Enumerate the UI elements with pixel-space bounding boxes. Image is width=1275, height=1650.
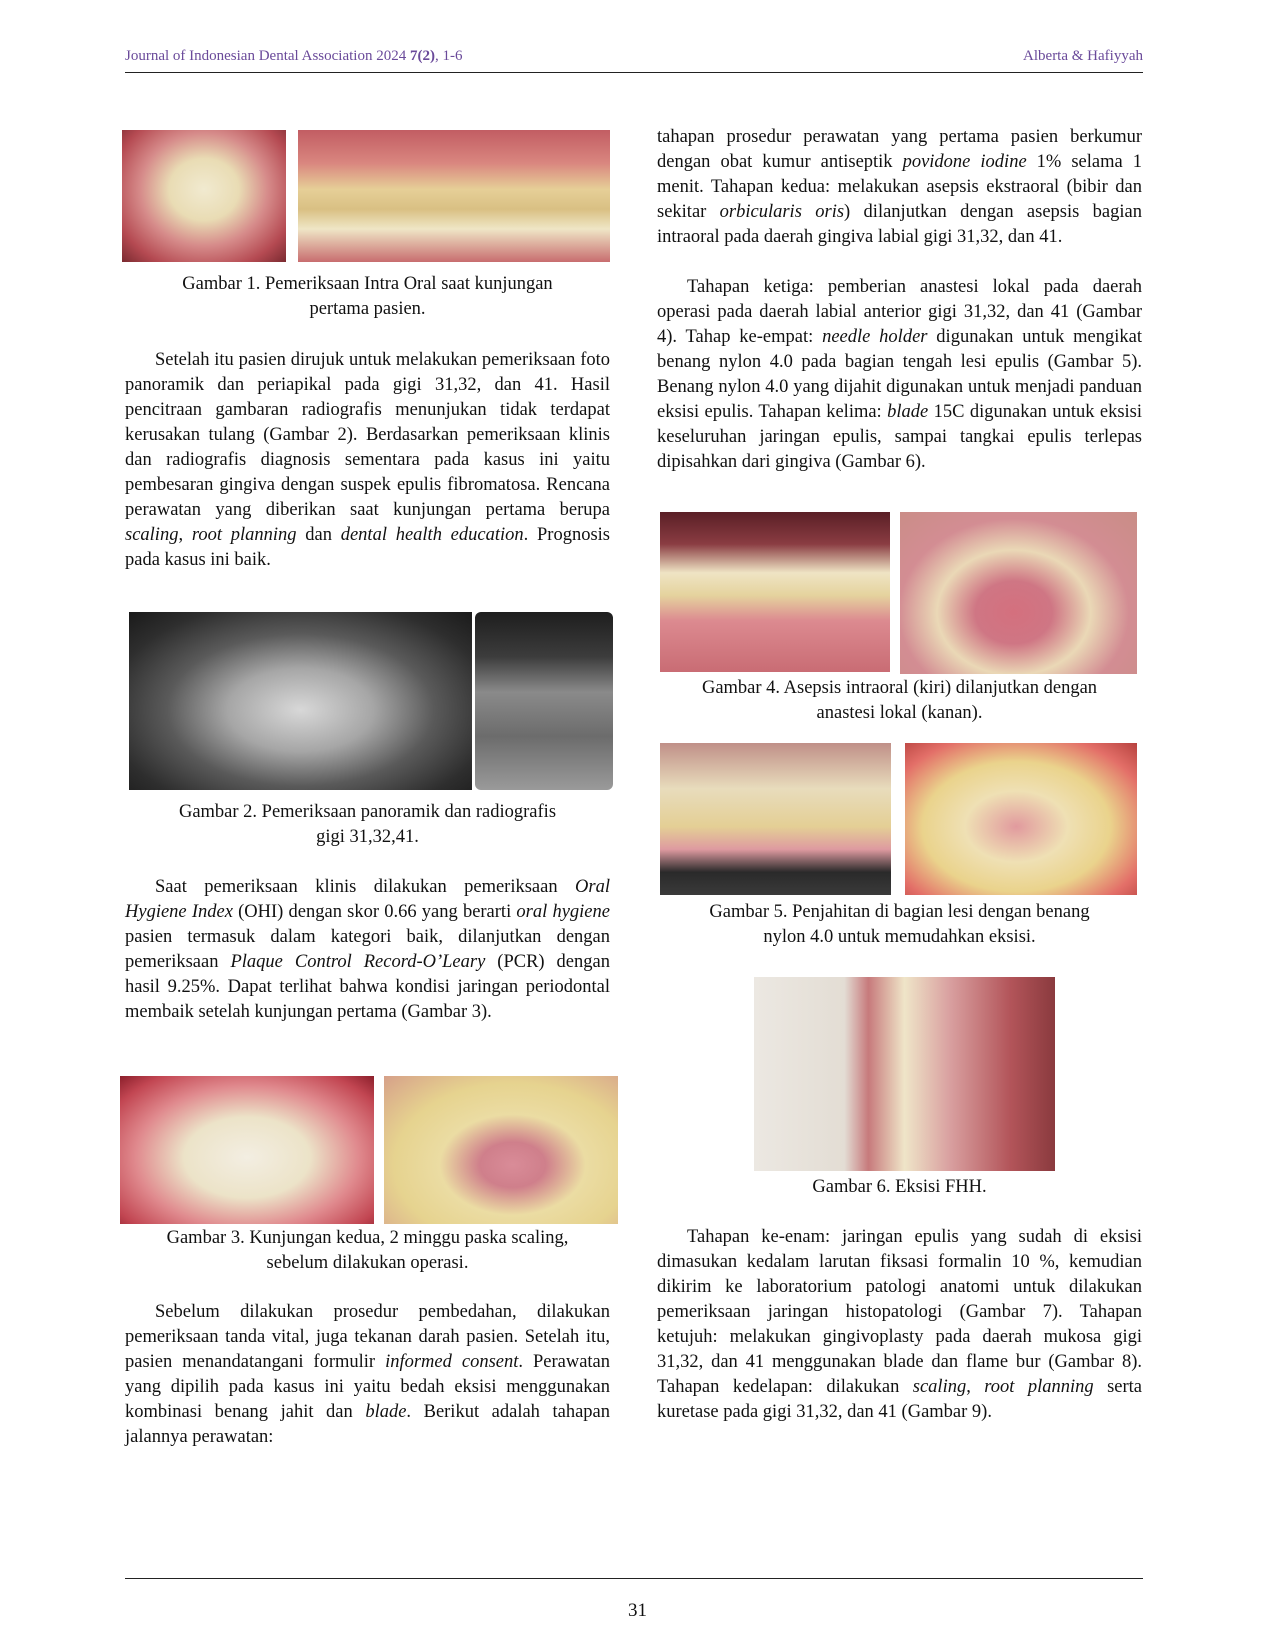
text: Sebelum dilakukan prosedur pembedahan, dilakukan pemeriksaan tanda vital, juga tekanan darah pasien. Setelah itu, pasien menandatangani formulir [125, 1302, 610, 1372]
figure-2-panoramic-xray [129, 612, 472, 790]
caption-line: sebelum dilakukan operasi. [266, 1253, 469, 1273]
caption-line: Gambar 1. Pemeriksaan Intra Oral saat kunjungan [182, 274, 553, 294]
italic-term: Oral Hygiene Index [125, 877, 610, 922]
italic-term: orbicularis oris [719, 202, 845, 222]
caption-line: Gambar 6. Eksisi FHH. [812, 1177, 987, 1197]
caption-line: Gambar 3. Kunjungan kedua, 2 minggu paska scaling, [166, 1228, 569, 1248]
running-header [125, 44, 1143, 73]
italic-term: root planning [191, 525, 297, 545]
text: 15C digunakan untuk eksisi keseluruhan jaringan epulis, sampai tangkai epulis terlepas dipisahkan dari gingiva (Gambar 6). [657, 402, 1143, 472]
caption-line: Gambar 4. Asepsis intraoral (kiri) dilanjutkan dengan [701, 678, 1098, 698]
left-paragraph-1 [125, 348, 610, 573]
volume-issue: 7(2) [409, 48, 435, 64]
caption-line: gigi 31,32,41. [316, 827, 419, 847]
text: (OHI) dengan skor 0.66 yang berarti [232, 902, 517, 922]
figure-2-periapical-xray [475, 612, 613, 790]
italic-term: oral hygiene [516, 902, 610, 922]
figure-3-caption [125, 1226, 610, 1276]
italic-term: root planning [984, 1377, 1094, 1397]
italic-term: blade [365, 1402, 407, 1422]
caption-line: Gambar 2. Pemeriksaan panoramik dan radiografis [178, 802, 557, 822]
left-paragraph-3 [125, 1300, 610, 1450]
caption-line: Gambar 5. Penjahitan di bagian lesi dengan benang [709, 902, 1090, 922]
figure-6-photo [754, 977, 1055, 1171]
figure-3-photo-right [384, 1076, 618, 1224]
caption-line: nylon 4.0 untuk memudahkan eksisi. [763, 927, 1036, 947]
figure-6-caption [657, 1175, 1142, 1200]
italic-term: blade [887, 402, 929, 422]
text: Setelah itu pasien dirujuk untuk melakukan pemeriksaan foto panoramik dan periapikal pada gigi 31,32, dan 41. Hasil pencitraan gambaran radiografis menunjukan tidak terdapat kerusakan tulang (Gambar 2). Berdasarkan pemeriksaan klinis dan radiografis diagnosis sementara pada kasus ini yaitu pembesaran gingiva dengan suspek epulis fibromatosa. Rencana perawatan yang diberikan saat kunjungan pertama berupa [125, 350, 610, 520]
right-paragraph-2 [657, 275, 1142, 475]
text: 1% selama 1 menit. Tahapan kedua: melakukan asepsis ekstraoral (bibir dan sekitar [657, 152, 1142, 222]
italic-term: povidone iodine [902, 152, 1027, 172]
text: serta kuretase pada gigi 31,32, dan 41 (Gambar 9). [657, 1377, 1143, 1422]
figure-1-photo-left [122, 130, 286, 262]
text: , [178, 525, 192, 545]
figure-5-caption [657, 900, 1142, 950]
figure-1-photo-right [298, 130, 610, 262]
figure-1-caption [125, 272, 610, 322]
figure-2-caption [125, 800, 610, 850]
text: . Berikut adalah tahapan jalannya perawatan: [125, 1402, 610, 1447]
right-paragraph-1 [657, 125, 1142, 250]
text: Tahapan ke-enam: jaringan epulis yang sudah di eksisi dimasukan kedalam larutan fiksasi formalin 10 %, kemudian dikirim ke laboratorium patologi anatomi untuk dilakukan pemeriksaan jaringan histopatologi (Gambar 7). Tahapan ketujuh: melakukan gingivoplasty pada daerah mukosa gigi 31,32, dan 41 menggunakan blade dan flame bur (Gambar 8). Tahapan kedelapan: dilakukan [657, 1227, 1142, 1397]
text: Saat pemeriksaan klinis dilakukan pemeriksaan [155, 877, 576, 897]
text: , [966, 1377, 985, 1397]
figure-4-photo-right [900, 512, 1137, 674]
text: . Prognosis pada kasus ini baik. [125, 525, 610, 570]
text: digunakan untuk mengikat benang nylon 4.0 pada bagian tengah lesi epulis (Gambar 5). Benang nylon 4.0 yang dijahit digunakan untuk menjadi panduan eksisi epulis. Tahapan kelima: [657, 327, 1142, 422]
text: ) dilanjutkan dengan asepsis bagian intraoral pada daerah gingiva labial gigi 31,32, dan 41. [657, 202, 1142, 247]
italic-term: scaling [125, 525, 179, 545]
journal-name: Journal of Indonesian Dental Association 2024 [125, 48, 410, 64]
figure-4-caption [657, 676, 1142, 726]
text: tahapan prosedur perawatan yang pertama pasien berkumur dengan obat kumur antiseptik [657, 127, 1142, 172]
authors: Alberta & Hafiyyah [1023, 48, 1143, 64]
text: Tahapan ketiga: pemberian anastesi lokal pada daerah operasi pada daerah labial anterior gigi 31,32, dan 41 (Gambar 4). Tahap ke-empat: [657, 277, 1142, 347]
page-number: 31 [628, 1600, 647, 1621]
italic-term: Plaque Control Record-O’Leary [230, 952, 486, 972]
caption-line: pertama pasien. [309, 299, 426, 319]
text: . Perawatan yang dipilih pada kasus ini yaitu bedah eksisi menggunakan kombinasi benang jahit dan [125, 1352, 611, 1422]
italic-term: informed consent [385, 1352, 519, 1372]
figure-3-photo-left [120, 1076, 374, 1224]
caption-line: anastesi lokal (kanan). [816, 703, 983, 723]
journal-citation [125, 48, 462, 65]
italic-term: needle holder [822, 327, 928, 347]
footer-divider [125, 1578, 1143, 1579]
figure-5-photo-left [660, 743, 891, 895]
text: pasien termasuk dalam kategori baik, dilanjutkan dengan pemeriksaan [125, 927, 610, 972]
right-paragraph-3 [657, 1225, 1142, 1425]
text: (PCR) dengan hasil 9.25%. Dapat terlihat bahwa kondisi jaringan periodontal membaik setelah kunjungan pertama (Gambar 3). [125, 952, 610, 1022]
figure-4-photo-left [660, 512, 890, 672]
figure-5-photo-right [905, 743, 1137, 895]
text: dan [296, 525, 341, 545]
italic-term: scaling [912, 1377, 967, 1397]
left-paragraph-2 [125, 875, 610, 1025]
italic-term: dental health education [340, 525, 524, 545]
page-range: , 1-6 [434, 48, 463, 64]
